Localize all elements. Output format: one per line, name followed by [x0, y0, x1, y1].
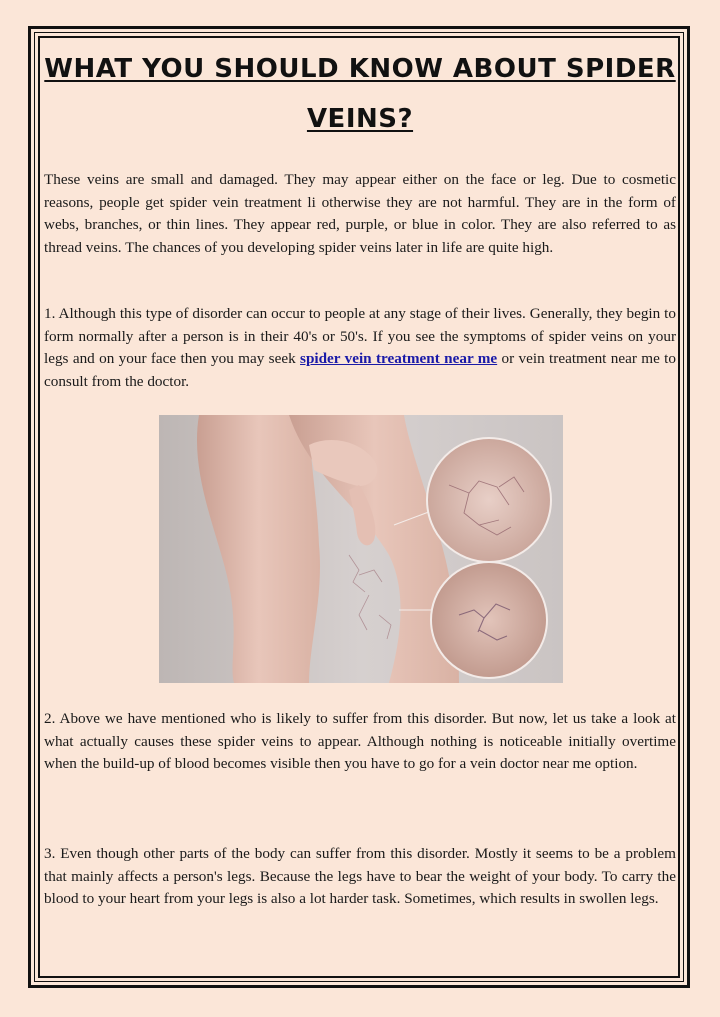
paragraph-1-text-a: 1. Although this type of disorder can occur to people at any stage of their lives. Generally, they begin to form normally after a person is in their 40's or 50's. If you see the symptoms of spider veins on your legs and on your face then you may seek [44, 305, 676, 368]
paragraph-1 [44, 303, 676, 393]
page-title-line2: VEINS? [306, 104, 414, 134]
legs-with-spider-veins-and-magnified-circles-icon [159, 415, 563, 683]
page-title-line1: WHAT YOU SHOULD KNOW ABOUT SPIDER [44, 54, 676, 84]
paragraph-intro: These veins are small and damaged. They may appear either on the face or leg. Due to cosmetic reasons, people get spider vein treatment li otherwise they are not harmful. They are in the form of webs, branches, or thin lines. They appear red, purple, or blue in color. They are also referred to as thread veins. The chances of you developing spider veins later in life are quite high. [44, 171, 676, 256]
page-title [44, 44, 676, 144]
paragraph-3: 3. Even though other parts of the body can suffer from this disorder. Mostly it seems to be a problem that mainly affects a person's legs. Because the legs have to bear the weight of your body. To carry the blood to your heart from your legs is also a lot harder task. Sometimes, which results in swollen legs. [44, 845, 676, 908]
spider-veins-photo [159, 415, 563, 683]
paragraph-1-text-b: or vein treatment near me to consult from the doctor. [44, 350, 676, 390]
paragraph-2: 2. Above we have mentioned who is likely to suffer from this disorder. But now, let us take a look at what actually causes these spider veins to appear. Although nothing is noticeable initially overtime when the build-up of blood becomes visible then you have to go for a vein doctor near me option. [44, 710, 676, 773]
article [44, 44, 676, 908]
spider-vein-treatment-link[interactable]: spider vein treatment near me [300, 350, 498, 368]
